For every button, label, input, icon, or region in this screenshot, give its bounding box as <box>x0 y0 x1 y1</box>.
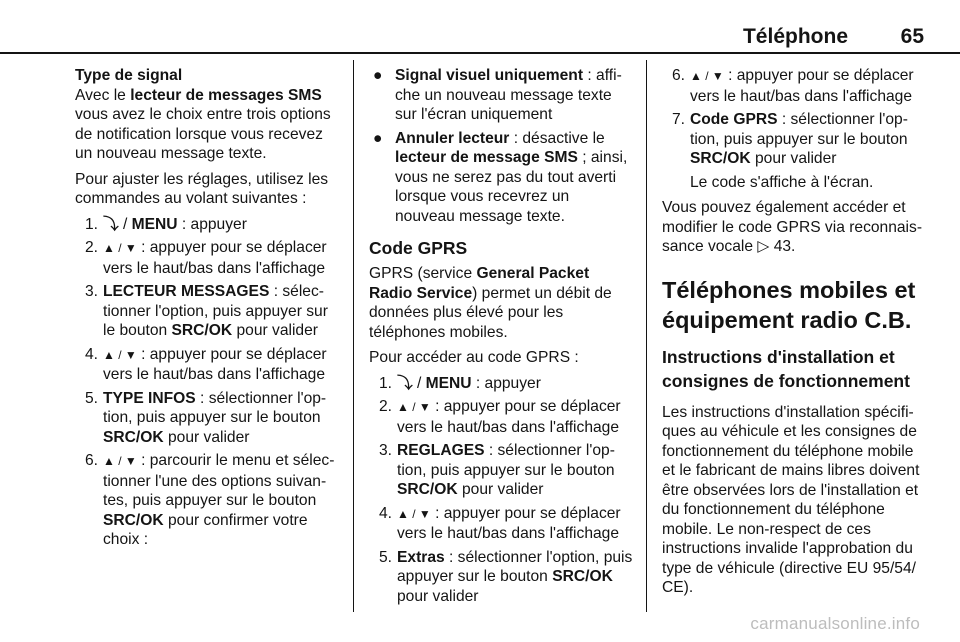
section-heading: Code GPRS <box>369 238 468 258</box>
step-number: 4. <box>379 504 393 522</box>
column-divider <box>353 60 354 612</box>
bold-text: lecteur de messages SMS <box>130 86 322 104</box>
step-number: 1. <box>379 374 393 392</box>
text: pour valider <box>232 322 318 339</box>
text: : appuyer <box>471 374 541 392</box>
bold-text: MENU <box>425 374 472 392</box>
text: ) permet un débit de données plus élevé pour les téléphones mobiles. <box>369 284 612 341</box>
step-number: 7. <box>672 111 686 128</box>
text: : sélectionner l'option, puis appuyer sur le bouton <box>690 111 908 148</box>
step-number: 2. <box>379 398 393 415</box>
bullet-icon: ● <box>373 129 383 147</box>
list-item <box>369 548 633 607</box>
bold-text: TYPE INFOS <box>103 389 196 407</box>
list-item <box>369 129 633 227</box>
text: / <box>118 215 132 233</box>
up-down-arrows-icon: ▲ / ▼ <box>103 347 137 362</box>
step-number: 6. <box>85 452 99 469</box>
column-1 <box>75 66 339 554</box>
paragraph <box>75 86 339 164</box>
bold-text: Extras <box>397 548 445 566</box>
steps-list <box>369 374 633 607</box>
bold-text: Signal visuel uniquement <box>395 67 584 84</box>
page-title: Téléphone <box>742 25 848 48</box>
text: : appuyer pour se déplacer vers le haut/bas dans l'affichage <box>397 398 621 436</box>
list-item <box>75 215 339 235</box>
list-item <box>75 389 339 448</box>
text: Avec le <box>75 86 131 104</box>
list-item <box>369 441 633 500</box>
text: : désactive le <box>509 129 605 147</box>
text: : sélectionner l'option, puis appuyer sur le bouton <box>103 283 328 339</box>
text: Vous pouvez également accéder et modifier le code GPRS via reconnaissance vocale <box>662 199 923 255</box>
list-item <box>75 238 339 278</box>
text: pour valider <box>457 481 544 498</box>
text: ; ainsi, vous ne serez pas du tout averti lorsque vous recevrez un nouveau message texte. <box>395 149 628 225</box>
text: : sélectionner l'option, puis appuyer sur le bouton <box>397 442 615 479</box>
text: : appuyer pour se déplacer vers le haut/bas dans l'affichage <box>397 504 621 542</box>
step-number: 4. <box>85 345 99 363</box>
list-item <box>369 66 633 125</box>
watermark: carmanualsonline.info <box>750 614 920 633</box>
text: pour confirmer votre choix : <box>103 511 308 548</box>
subsection-title: Instructions d'installation et consignes de fonctionnement <box>662 346 910 391</box>
bold-text: Code GPRS <box>690 111 778 128</box>
list-item <box>75 345 339 385</box>
text: / <box>412 374 426 392</box>
page-number: 65 <box>900 25 924 48</box>
bold-text: SRC/OK <box>552 568 613 585</box>
step-number: 3. <box>379 442 393 459</box>
step-number: 5. <box>379 548 393 566</box>
text: pour valider <box>397 587 479 605</box>
up-down-arrows-icon: ▲ / ▼ <box>690 69 724 83</box>
up-down-arrows-icon: ▲ / ▼ <box>103 454 137 468</box>
text: pour valider <box>750 150 837 167</box>
page-reference: 43. <box>769 238 796 255</box>
step-number: 6. <box>672 67 686 84</box>
bold-text: LECTEUR MESSAGES <box>103 283 270 300</box>
list-item <box>369 504 633 544</box>
step-number: 1. <box>85 215 99 233</box>
text: : affiche un nouveau message texte sur l'écran uniquement <box>395 67 622 123</box>
section-heading: Type de signal <box>75 67 183 84</box>
list-item <box>662 66 926 106</box>
text: : sélectionner l'option, puis appuyer sur le bouton <box>397 548 633 585</box>
up-down-arrows-icon: ▲ / ▼ <box>103 241 137 255</box>
up-down-arrows-icon: ▲ / ▼ <box>397 400 431 414</box>
paragraph: Pour ajuster les réglages, utilisez les commandes au volant suivantes : <box>75 170 329 207</box>
bold-text: MENU <box>131 215 178 233</box>
page-header <box>0 0 960 58</box>
bold-text: SRC/OK <box>171 322 233 339</box>
text: : appuyer pour se déplacer vers le haut/bas dans l'affichage <box>103 345 327 383</box>
up-down-arrows-icon: ▲ / ▼ <box>397 506 431 521</box>
bullet-icon: ● <box>373 67 383 84</box>
paragraph: Pour accéder au code GPRS : <box>369 349 579 366</box>
steps-list <box>662 66 926 169</box>
list-item <box>369 374 633 394</box>
bold-text: SRC/OK <box>397 481 458 498</box>
phone-hook-icon: ⤵ <box>397 374 413 392</box>
step-number: 5. <box>85 389 99 407</box>
bold-text: REGLAGES <box>397 442 485 459</box>
paragraph: Les instructions d'installation spécifiques au véhicule et les consignes de fonctionnement du téléphone mobile et le fabricant de mains libres doivent être observées lors de l'installation et du fonctionnement du téléphone mobile. Le non-respect de ces instructions invalide l'approbation du type de véhicule (directive EU 95/54/ CE). <box>662 403 920 596</box>
bullet-list <box>369 66 633 226</box>
text: vous avez le choix entre trois options de notification lorsque vous recevez un nouveau message texte. <box>75 106 331 162</box>
page-reference-icon: ▷ <box>757 238 770 255</box>
bold-text: lecteur de message SMS <box>395 149 578 166</box>
paragraph <box>369 264 633 342</box>
paragraph <box>662 198 926 257</box>
list-item <box>662 110 926 169</box>
step-number: 3. <box>85 283 99 300</box>
text: GPRS (service <box>369 265 477 282</box>
bold-text: SRC/OK <box>103 428 164 446</box>
step-result: Le code s'affiche à l'écran. <box>690 173 874 191</box>
column-3 <box>662 66 926 604</box>
step-number: 2. <box>85 239 99 256</box>
list-item <box>75 451 339 550</box>
text: pour valider <box>163 428 250 446</box>
text: : appuyer pour se déplacer vers le haut/bas dans l'affichage <box>690 67 914 105</box>
text: : sélectionner l'option, puis appuyer sur le bouton <box>103 389 327 426</box>
text: : parcourir le menu et sélectionner l'une des options suivantes, puis appuyer sur le bouton <box>103 452 335 509</box>
bold-text: SRC/OK <box>103 511 164 529</box>
bold-text: General Packet Radio Service <box>369 265 590 302</box>
section-title: Téléphones mobiles et équipement radio C.B. <box>662 276 916 333</box>
list-item <box>75 282 339 341</box>
bold-text: SRC/OK <box>690 150 751 167</box>
steps-list <box>75 215 339 550</box>
column-2 <box>369 66 633 610</box>
column-divider <box>646 60 647 612</box>
text: : appuyer <box>177 215 247 233</box>
list-item <box>369 397 633 437</box>
bold-text: Annuler lecteur <box>395 129 510 147</box>
header-rule <box>0 52 960 54</box>
text: : appuyer pour se déplacer vers le haut/bas dans l'affichage <box>103 239 327 277</box>
phone-hook-icon: ⤵ <box>103 215 119 233</box>
